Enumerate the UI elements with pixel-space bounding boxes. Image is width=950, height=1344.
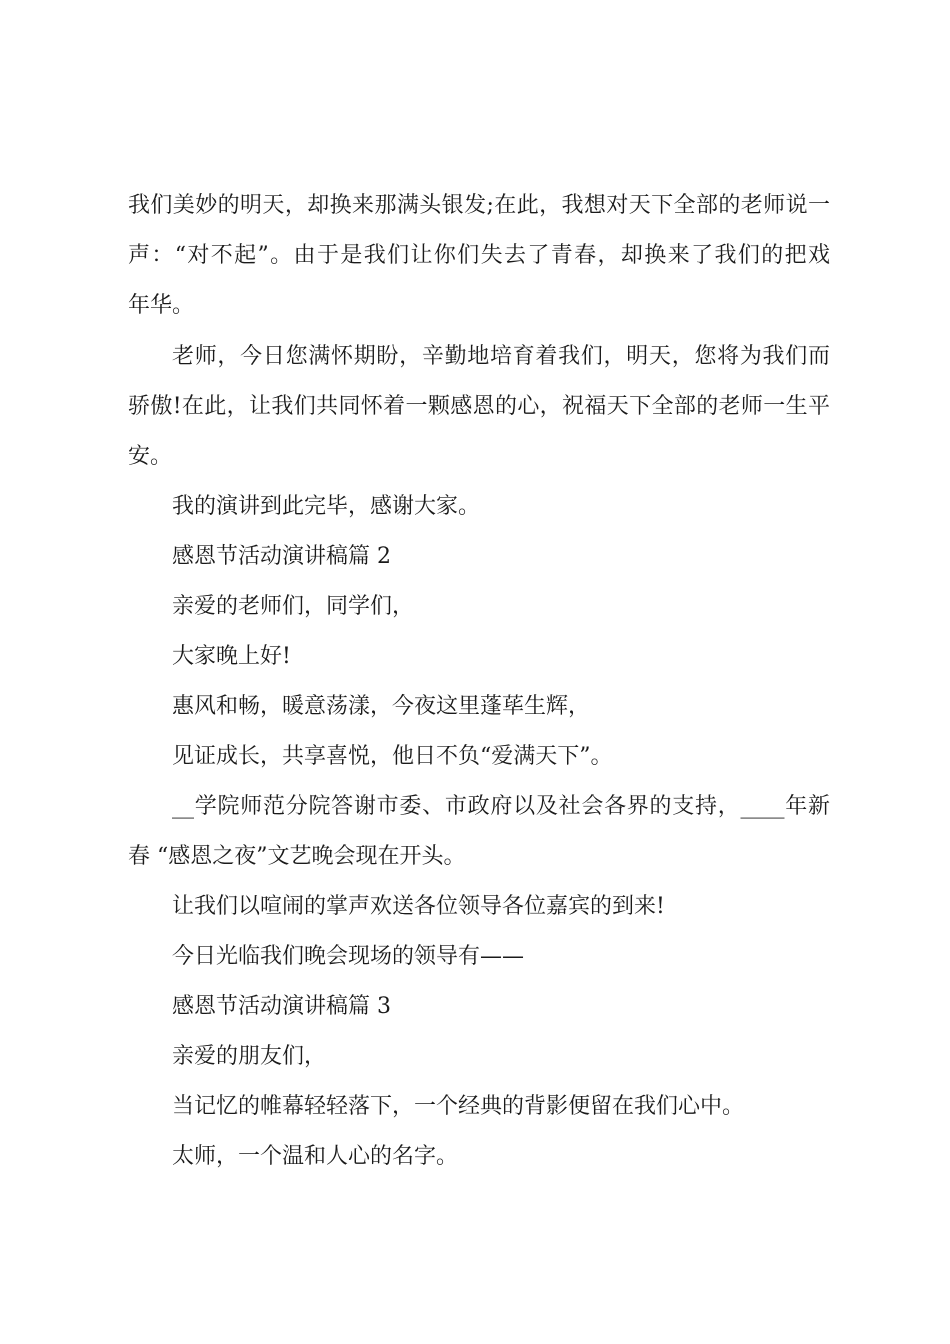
paragraph-line: 让我们以喧闹的掌声欢送各位领导各位嘉宾的到来! bbox=[172, 894, 665, 919]
paragraph-line: 骄傲!在此，让我们共同怀着一颗感恩的心，祝福天下全部的老师一生平 bbox=[128, 394, 830, 419]
paragraph-line: 老师，今日您满怀期盼，辛勤地培育着我们，明天，您将为我们而 bbox=[172, 344, 830, 369]
paragraph-line: 我们美妙的明天，却换来那满头银发;在此，我想对天下全部的老师说一 bbox=[128, 193, 830, 218]
paragraph-line: 太师，一个温和人心的名字。 bbox=[172, 1144, 459, 1169]
paragraph-line: 年华。 bbox=[128, 293, 195, 318]
paragraph-line: __学院师范分院答谢市委、市政府以及社会各界的支持，____年新 bbox=[172, 794, 830, 819]
paragraph-line: 亲爱的老师们，同学们， bbox=[172, 594, 415, 619]
paragraph-line: 当记忆的帷幕轻轻落下，一个经典的背影便留在我们心中。 bbox=[172, 1094, 745, 1119]
paragraph-line: 安。 bbox=[128, 444, 173, 469]
paragraph-line: 我的演讲到此完毕，感谢大家。 bbox=[172, 494, 481, 519]
section-heading: 感恩节活动演讲稿篇 3 bbox=[172, 994, 391, 1019]
paragraph-line: 大家晚上好! bbox=[172, 644, 291, 669]
section-heading: 感恩节活动演讲稿篇 2 bbox=[172, 544, 391, 569]
paragraph-line: 春 “感恩之夜”文艺晚会现在开头。 bbox=[128, 844, 466, 869]
paragraph-line: 今日光临我们晚会现场的领导有—— bbox=[172, 944, 525, 969]
paragraph-line: 声：“对不起”。由于是我们让你们失去了青春，却换来了我们的把戏 bbox=[128, 243, 830, 268]
paragraph-line: 惠风和畅，暖意荡漾，今夜这里蓬荜生辉， bbox=[172, 694, 591, 719]
paragraph-line: 见证成长，共享喜悦，他日不负“爱满天下”。 bbox=[172, 744, 613, 769]
paragraph-line: 亲爱的朋友们， bbox=[172, 1044, 327, 1069]
